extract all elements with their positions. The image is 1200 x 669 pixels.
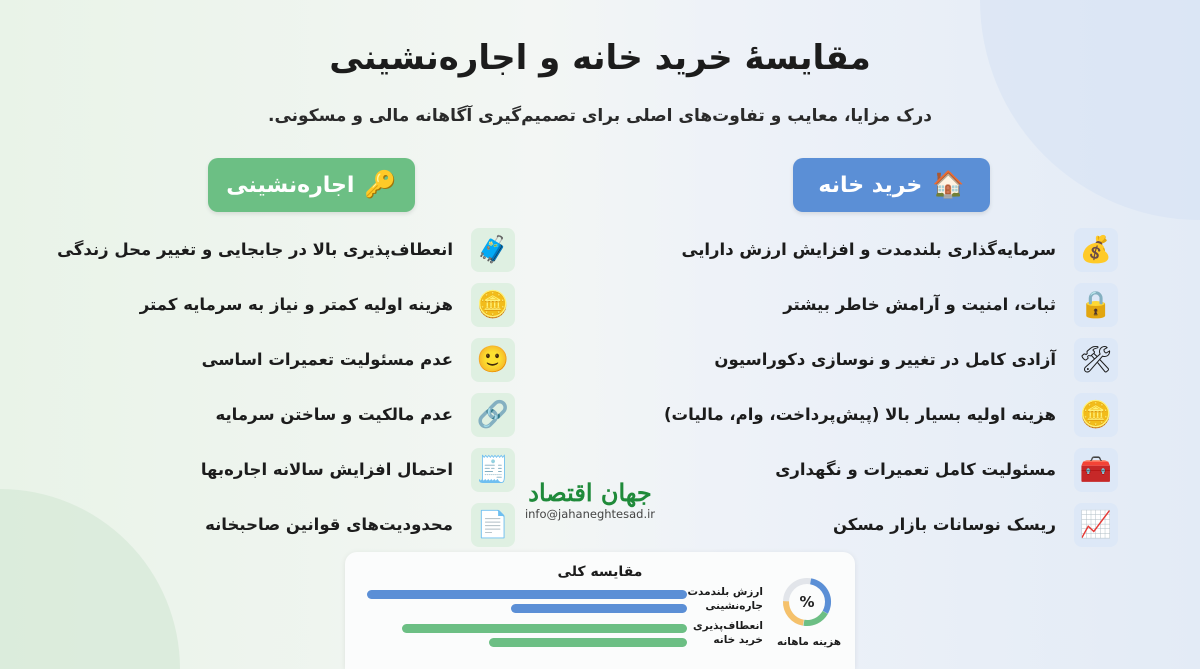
bar-label-1: جاره‌نشینی (705, 600, 763, 612)
relaxed-person-icon: 🙂 (471, 338, 515, 382)
money-bag-icon: 💰 (1074, 228, 1118, 272)
brand-email: info@jahaneghtesad.ir (524, 507, 656, 521)
tools-brush-icon: 🛠 (1074, 338, 1118, 382)
buy-list-item (664, 277, 1118, 332)
buy-list-item (664, 332, 1118, 387)
rent-list (57, 222, 515, 552)
rent-item-text: احتمال افزایش سالانه اجاره‌بها (200, 460, 453, 479)
buy-item-text: سرمایه‌گذاری بلندمدت و افزایش ارزش دارایی (681, 240, 1056, 259)
rent-badge (208, 158, 415, 212)
rent-list-item (57, 277, 515, 332)
coins-down-icon: 🪙 (1074, 393, 1118, 437)
rent-item-text: عدم مالکیت و ساختن سرمایه (215, 405, 453, 424)
toolbox-icon: 🧰 (1074, 448, 1118, 492)
bar-0 (367, 590, 687, 599)
rent-badge-label: اجاره‌نشینی (226, 172, 355, 198)
buy-list (664, 222, 1118, 552)
brand-logo: جهان اقتصاد (528, 478, 652, 507)
rent-list-item (57, 387, 515, 442)
watermark-logo (515, 478, 665, 521)
buy-list-item (664, 222, 1118, 277)
bar-label-0: ارزش بلندمدت (687, 586, 763, 598)
contract-warning-icon: 📄 (471, 503, 515, 547)
rent-item-text: انعطاف‌پذیری بالا در جابجایی و تغییر محل زندگی (57, 240, 453, 259)
donut-chart (781, 576, 833, 628)
buy-item-text: آزادی کامل در تغییر و نوسازی دکوراسیون (714, 350, 1056, 369)
page-subtitle: درک مزایا، معایب و تفاوت‌های اصلی برای تصمیم‌گیری آگاهانه مالی و مسکونی. (268, 106, 932, 126)
donut-label: هزینه ماهانه (776, 636, 841, 648)
house-icon: 🏠 (932, 170, 965, 200)
bar-3 (489, 638, 687, 647)
rent-item-text: هزینه اولیه کمتر و نیاز به سرمایه کمتر (139, 295, 453, 314)
rent-item-text: عدم مسئولیت تعمیرات اساسی (201, 350, 453, 369)
bar-label-3: خرید خانه (713, 634, 763, 646)
coins-up-icon: 🪙 (471, 283, 515, 327)
receipt-up-icon: 🧾 (471, 448, 515, 492)
buy-list-item (664, 387, 1118, 442)
rent-item-text: محدودیت‌های قوانین صاحبخانه (205, 515, 453, 534)
buy-item-text: مسئولیت کامل تعمیرات و نگهداری (775, 460, 1056, 479)
bar-1 (511, 604, 687, 613)
rent-list-item (57, 222, 515, 277)
rent-list-item (57, 332, 515, 387)
broken-link-icon: 🔗 (471, 393, 515, 437)
bar-2 (402, 624, 687, 633)
buy-list-item (664, 442, 1118, 497)
buy-badge-label: خرید خانه (818, 172, 923, 198)
buy-item-text: هزینه اولیه بسیار بالا (پیش‌پرداخت، وام، مالیات) (664, 405, 1056, 424)
buy-badge (793, 158, 990, 212)
buy-list-item (664, 497, 1118, 552)
bar-label-2: انعطاف‌پذیری (693, 620, 763, 632)
donut-symbol: % (799, 593, 815, 611)
suitcase-arrow-icon: 🧳 (471, 228, 515, 272)
rent-list-item (57, 497, 515, 552)
key-icon: 🔑 (364, 170, 397, 200)
summary-chart-card (345, 552, 855, 669)
rent-list-item (57, 442, 515, 497)
chart-title: مقایسه کلی (557, 564, 643, 580)
lock-shield-icon: 🔒 (1074, 283, 1118, 327)
buy-item-text: ثبات، امنیت و آرامش خاطر بیشتر (783, 295, 1056, 314)
chart-question-icon: 📈 (1074, 503, 1118, 547)
page-title: مقایسهٔ خرید خانه و اجاره‌نشینی (329, 38, 871, 78)
buy-item-text: ریسک نوسانات بازار مسکن (832, 515, 1056, 534)
